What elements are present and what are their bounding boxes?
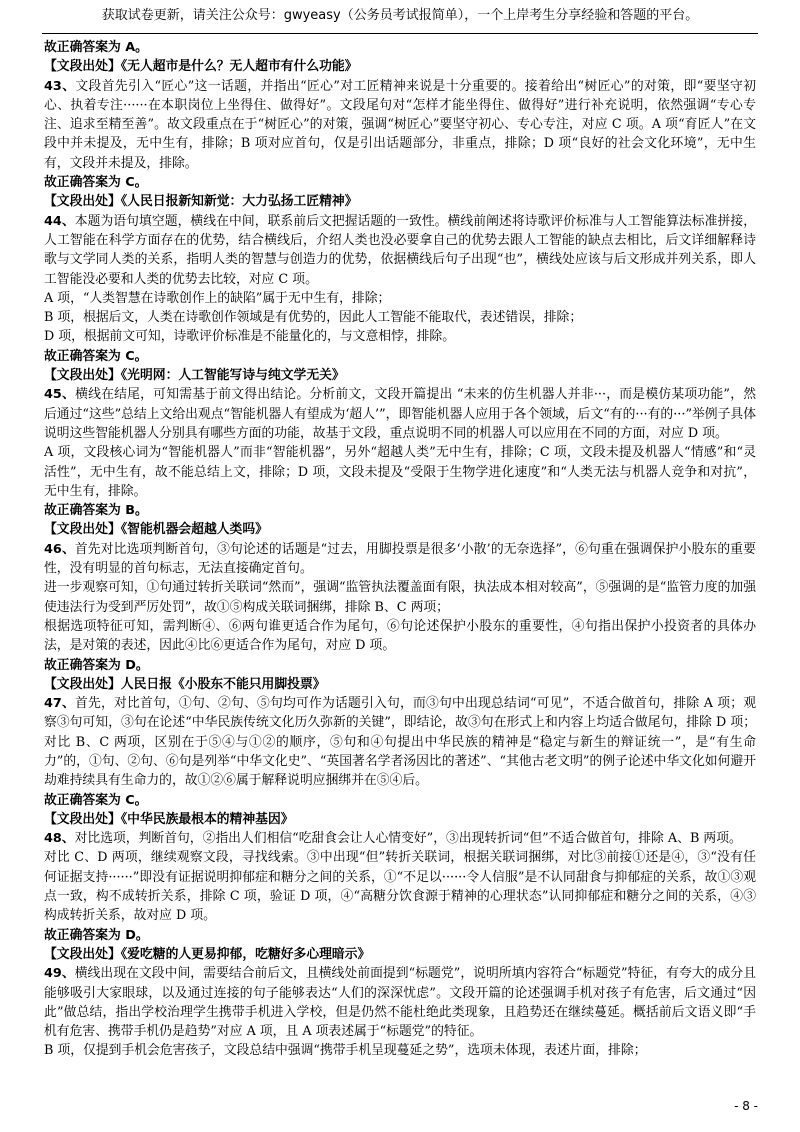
question-text: 首先，对比首句，①句、②句、⑤句均可作为话题引入句，而③句中出现总结词“可见”，不适合做首句，排除 A 项；观察③句可知，③句在论述“中华民族传统文化历久弥新的关键”，即结论，故③句在形式上和内容上均适合做尾句，排除 D 项；对比 B、C 两项，区别在于⑤④与①②的顺序，⑤句和④句提出中华民族的精神是“稳定与新生的辩证统一”，是“有生命力”的，①句、②句、⑥句是列举“中华文化史”、“英国著名学者汤因比的著述”、“其他古老文明”的例子论述中华文化如何避开劫难持续具有生命力的，故①②⑥属于解释说明应捆绑并在⑤④后。: [44, 696, 756, 789]
source-citation: 【文段出处】《人民日报新知新觉：大力弘扬工匠精神》: [44, 194, 358, 210]
paragraph: 根据选项特征可知，需判断④、⑥两句谁更适合作为尾句，⑥句论述保护小股东的重要性，④句指出保护小投资者的具体办法，是对策的表述，因此④比⑥更适合作为尾句，对应 D 项。: [44, 618, 756, 654]
question-number: 49、: [44, 966, 75, 982]
question-explanation: [44, 385, 756, 443]
question-text: 本题为语句填空题，横线在中间，联系前后文把握话题的一致性。横线前阐述将诗歌评价标准与人工智能算法标准拼接，人工智能在科学方面存在的优势，结合横线后，介绍人类也没必要拿自己的优势去跟人工智能的缺点去相比，后文详细解释诗歌与文学同人类的关系，指明人类的智慧与创造力的优势，依据横线后句子出现“也”，横线处应该与后文形成并列关系，即人工智能没必要和人类的优势去比较，对应 C 项。: [44, 213, 757, 287]
question-text: 横线在结尾，可知需基于前文得出结论。分析前文，文段开篇提出 “未来的仿生机器人并非···，而是模仿某项功能”，然后通过“这些”总结上文给出观点“智能机器人有望成为‘超人’”，即智能机器人应用于各个领域，后文“有的···有的···”举例子具体说明这些智能机器人分别具有哪些方面的功能，故基于文段，重点说明不同的机器人可以应用在不同的方面，对应 D 项。: [44, 387, 757, 441]
paragraph: 进一步观察可知，①句通过转折关联词“然而”，强调“监管执法覆盖面有限，执法成本相对较高”，⑤强调的是“监管力度的加强使违法行为受到严厉处罚”，故①⑤构成关联词捆绑，排除 B、C 两项；: [44, 580, 756, 615]
question-number: 43、: [44, 78, 76, 94]
source-citation: 【文段出处】《中华民族最根本的精神基因》: [44, 811, 294, 827]
source-citation: 【文段出处】《无人超市是什么？无人超市有什么功能》: [44, 59, 358, 75]
page-number: - 8 -: [734, 1099, 758, 1113]
answer-line: 故正确答案为 C。: [44, 792, 148, 808]
answer-line: 故正确答案为 D。: [44, 927, 149, 943]
source-citation: 【文段出处】人民日报《小股东不能只用脚投票》: [44, 676, 326, 692]
answer-line: 故正确答案为 A。: [44, 40, 148, 55]
page-header: 获取试卷更新，请关注公众号：gwyeasy（公务员考试报简单），一个上岸考生分享经验和答题的平台。: [101, 8, 699, 23]
paragraph: A 项，文段核心词为“智能机器人”而非“智能机器”，另外“超越人类”无中生有，排除；C 项，文段未提及机器人“情感”和“灵活性”，无中生有，故不能总结上文，排除；D 项，文段未提及“受限于生物学进化速度”和“人类无法与机器人竞争和对抗”，无中生有，排除。: [44, 445, 756, 499]
question-explanation: [44, 829, 756, 848]
question-explanation: [44, 540, 756, 579]
paragraph: D 项，根据前文可知，诗歌评价标准是不能量化的，与文意相悖，排除。: [44, 329, 456, 345]
source-citation: 【文段出处】《智能机器会超越人类吗》: [44, 522, 268, 538]
header-divider: [42, 33, 758, 34]
source-citation: 【文段出处】《光明网：人工智能写诗与纯文学无关》: [44, 368, 345, 384]
question-text: 文段首先引入“匠心”这一话题，并指出“匠心”对工匠精神来说是十分重要的。接着给出“树匠心”的对策，即“要坚守初心、执着专注······在本职岗位上坐得住、做得好”。文段尾句对“怎样才能坐得住、做得好”进行补充说明，依然强调“专心专注、追求至精至善”。故文段重点在于“树匠心”的对策，强调“树匠心”要坚守初心、专心专注，对应 C 项。A 项“育匠人”在文段中并未提及，无中生有，排除；B 项对应首句，仅是引出话题部分，非重点，排除；D 项“良好的社会文化环境”，无中生有，文段并未提及，排除。: [44, 78, 757, 171]
question-number: 44、: [44, 213, 75, 229]
answer-line: 故正确答案为 B。: [44, 503, 148, 519]
question-explanation: [44, 694, 756, 790]
question-explanation: [44, 964, 756, 1041]
question-number: 47、: [44, 696, 76, 712]
paragraph: 对比 C、D 两项，继续观察文段，寻找线索。③中出现“但”转折关联词，根据关联词捆绑，对比③前接①还是④，③“没有任何证据支持······”即没有证据说明抑郁症和糖分之间的关系，①“不足以······令人信服”是不认同甜食与抑郁症的关系，故①③观点一致，构不成转折关系，排除 C 项，验证 D 项，④“高糖分饮食源于精神的心理状态”认同抑郁症和糖分之间的关系，④③构成转折关系，故对应 D 项。: [44, 850, 756, 924]
source-citation: 【文段出处】《爱吃糖的人更易抑郁，吃糖好多心理暗示》: [44, 946, 371, 962]
question-text: 横线出现在文段中间，需要结合前后文，且横线处前面提到“标题党”，说明所填内容符合“标题党”特征，有夸大的成分且能够吸引大家眼球，以及通过连接的句子能够表达“人们的深深忧虑”。文段开篇的论述强调手机对孩子有危害，后文通过“因此”做总结，指出学校治理学生携带手机进入学校，但是仍然不能杜绝此类现象，且趋势还在继续蔓延。概括前后文语义即“手机有危害、携带手机仍是趋势”对应 A 项，且 A 项表述属于“标题党”的特征。: [44, 966, 756, 1040]
question-number: 46、: [44, 541, 75, 557]
question-text: 对比选项，判断首句，②指出人们相信“吃甜食会让人心情变好”，③出现转折词“但”不适合做首句，排除 A、B 两项。: [74, 831, 742, 847]
paragraph: B 项，仅提到手机会危害孩子，文段总结中强调“携带手机呈现蔓延之势”，选项未体现，表述片面，排除；: [44, 1043, 647, 1059]
paragraph: A 项，“人类智慧在诗歌创作上的缺陷”属于无中生有，排除；: [44, 290, 391, 306]
document-body: [44, 38, 756, 1061]
answer-line: 故正确答案为 D。: [44, 657, 149, 673]
answer-line: 故正确答案为 C。: [44, 348, 148, 364]
question-number: 45、: [44, 387, 76, 403]
answer-line: 故正确答案为 C。: [44, 175, 148, 191]
question-explanation: [44, 212, 756, 289]
question-explanation: [44, 77, 756, 173]
paragraph: B 项，根据后文，人类在诗歌创作领域是有优势的，因此人工智能不能取代，表述错误，排除；: [44, 310, 583, 326]
question-number: 48、: [44, 831, 75, 847]
question-text: 首先对比选项判断首句，③句论述的话题是“过去，用脚投票是很多‘小散’的无奈选择”，⑥句重在强调保护小股东的重要性，没有明显的首句标志，无法直接确定首句。: [44, 541, 756, 577]
